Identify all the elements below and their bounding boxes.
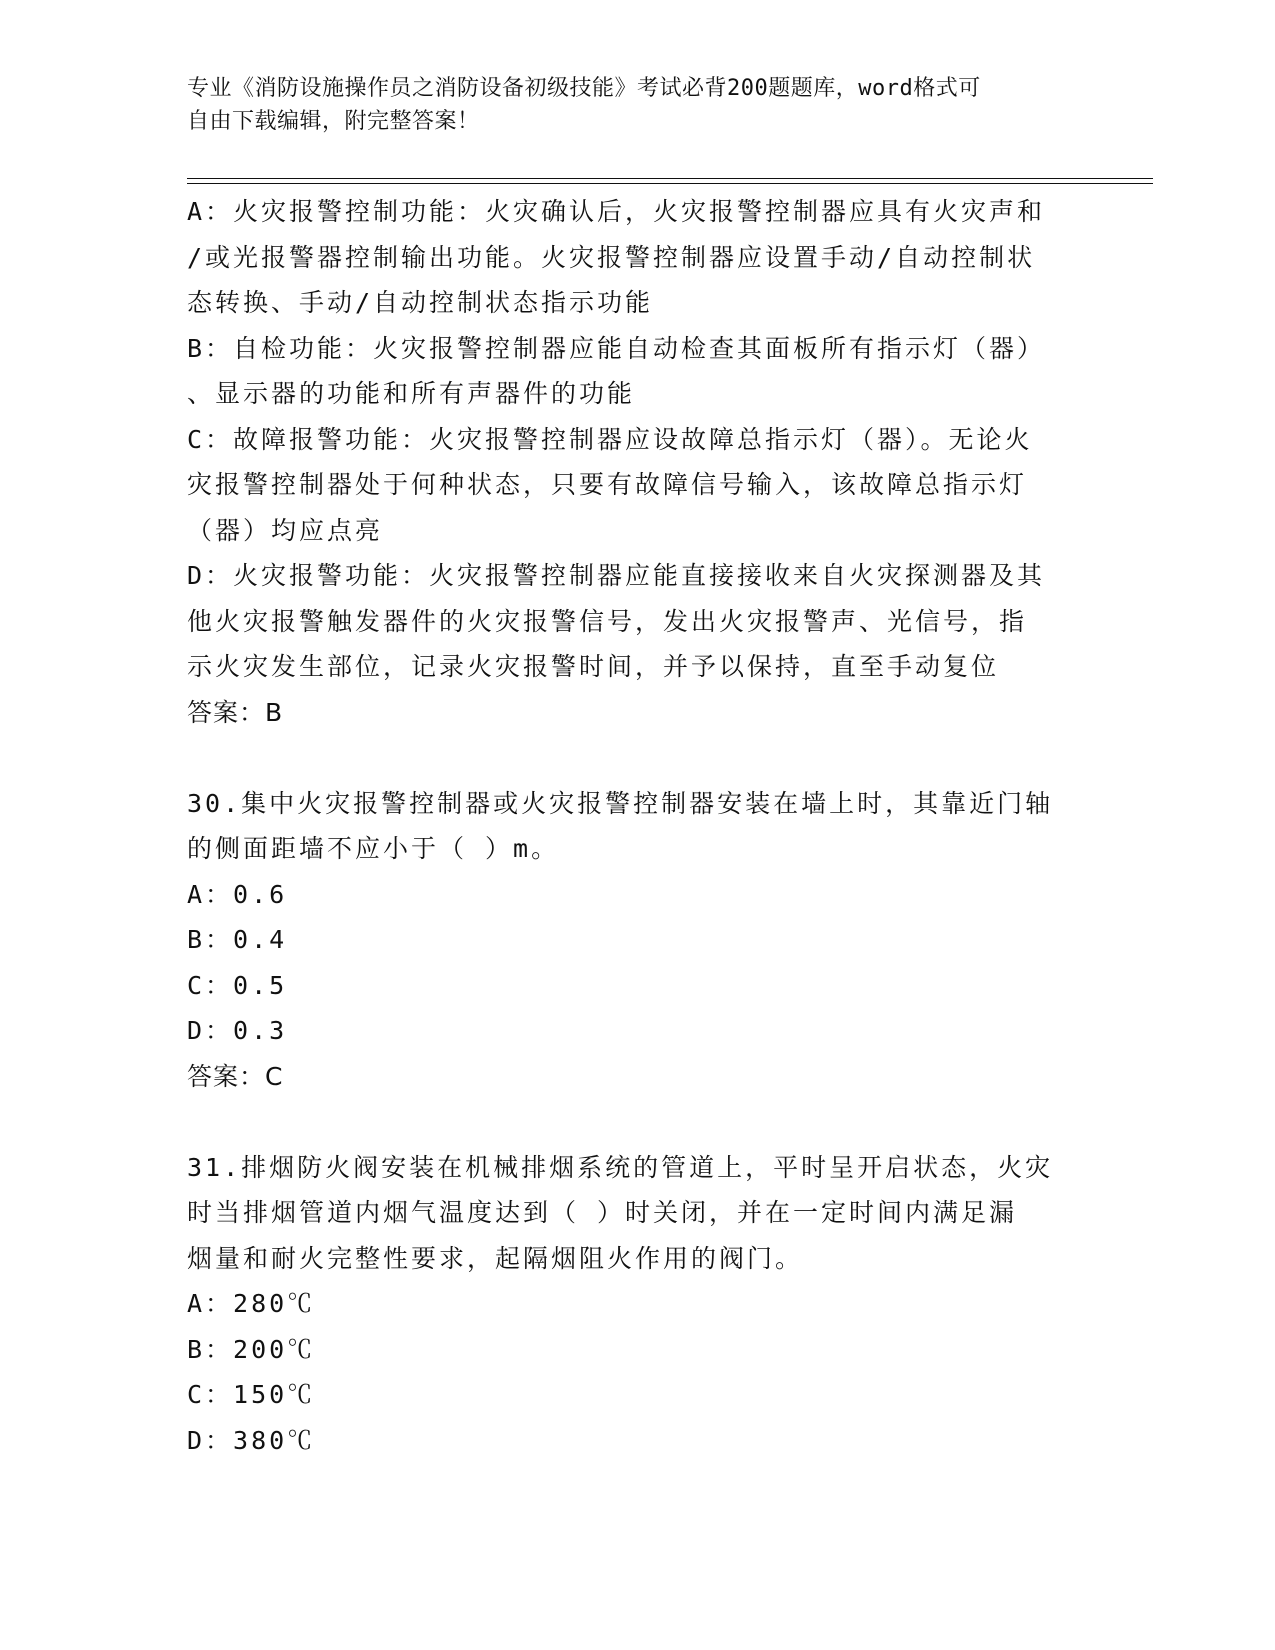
option-line: 示火灾发生部位，记录火灾报警时间，并予以保持，直至手动复位 [187,652,1000,681]
option-line: D：火灾报警功能：火灾报警控制器应能直接接收来自火灾探测器及其 [187,561,1046,590]
question-stem-line: 烟量和耐火完整性要求，起隔烟阻火作用的阀门。 [187,1243,804,1273]
option-b: B：200℃ [187,1334,316,1364]
option-c [187,417,1077,554]
option-a: A：0.6 [187,879,288,909]
spacer [187,1099,1077,1145]
question-29-continued [187,189,1077,735]
spacer [187,735,1077,781]
option-a: A：280℃ [187,1289,316,1318]
option-a [187,189,1077,326]
document-header [187,72,1067,138]
option-line: 灾报警控制器处于何种状态，只要有故障信号输入，该故障总指示灯 [187,470,1028,499]
question-stem-line: 时当排烟管道内烟气温度达到（ ）时关闭，并在一定时间内满足漏 [187,1198,1018,1227]
question-30 [187,781,1077,1100]
option-line: 态转换、手动/自动控制状态指示功能 [187,288,654,317]
option-line: C：故障报警功能：火灾报警控制器应设故障总指示灯（器）。无论火 [187,424,1033,454]
option-b: B：0.4 [187,925,288,954]
header-divider [187,183,1153,184]
answer-line: 答案：B [187,697,284,727]
option-line: 他火灾报警触发器件的火灾报警信号，发出火灾报警声、光信号，指 [187,606,1028,636]
option-d: D：0.3 [187,1016,288,1045]
option-d [187,553,1077,690]
header-divider [187,178,1153,179]
answer-line: 答案：C [187,1061,284,1091]
option-line: A：火灾报警控制功能：火灾确认后，火灾报警控制器应具有火灾声和 [187,197,1046,226]
question-stem-line: 的侧面距墙不应小于（ ）m。 [187,834,560,863]
document-body [187,189,1077,1463]
header-line: 自由下载编辑，附完整答案！ [187,109,480,134]
option-line: （器）均应点亮 [187,515,384,545]
question-stem-line: 31.排烟防火阀安装在机械排烟系统的管道上，平时呈开启状态，火灾 [187,1152,1054,1182]
option-c: C：0.5 [187,970,288,1000]
question-31 [187,1145,1077,1464]
option-b [187,326,1077,417]
option-line: 、显示器的功能和所有声器件的功能 [187,379,636,408]
option-c: C：150℃ [187,1380,316,1409]
header-line: 专业《消防设施操作员之消防设备初级技能》考试必背200题题库，word格式可 [187,76,981,101]
question-stem-line: 30.集中火灾报警控制器或火灾报警控制器安装在墙上时，其靠近门轴 [187,788,1054,818]
option-d: D：380℃ [187,1425,316,1455]
option-line: /或光报警器控制输出功能。火灾报警控制器应设置手动/自动控制状 [187,242,1036,272]
option-line: B：自检功能：火灾报警控制器应能自动检查其面板所有指示灯（器） [187,333,1046,363]
